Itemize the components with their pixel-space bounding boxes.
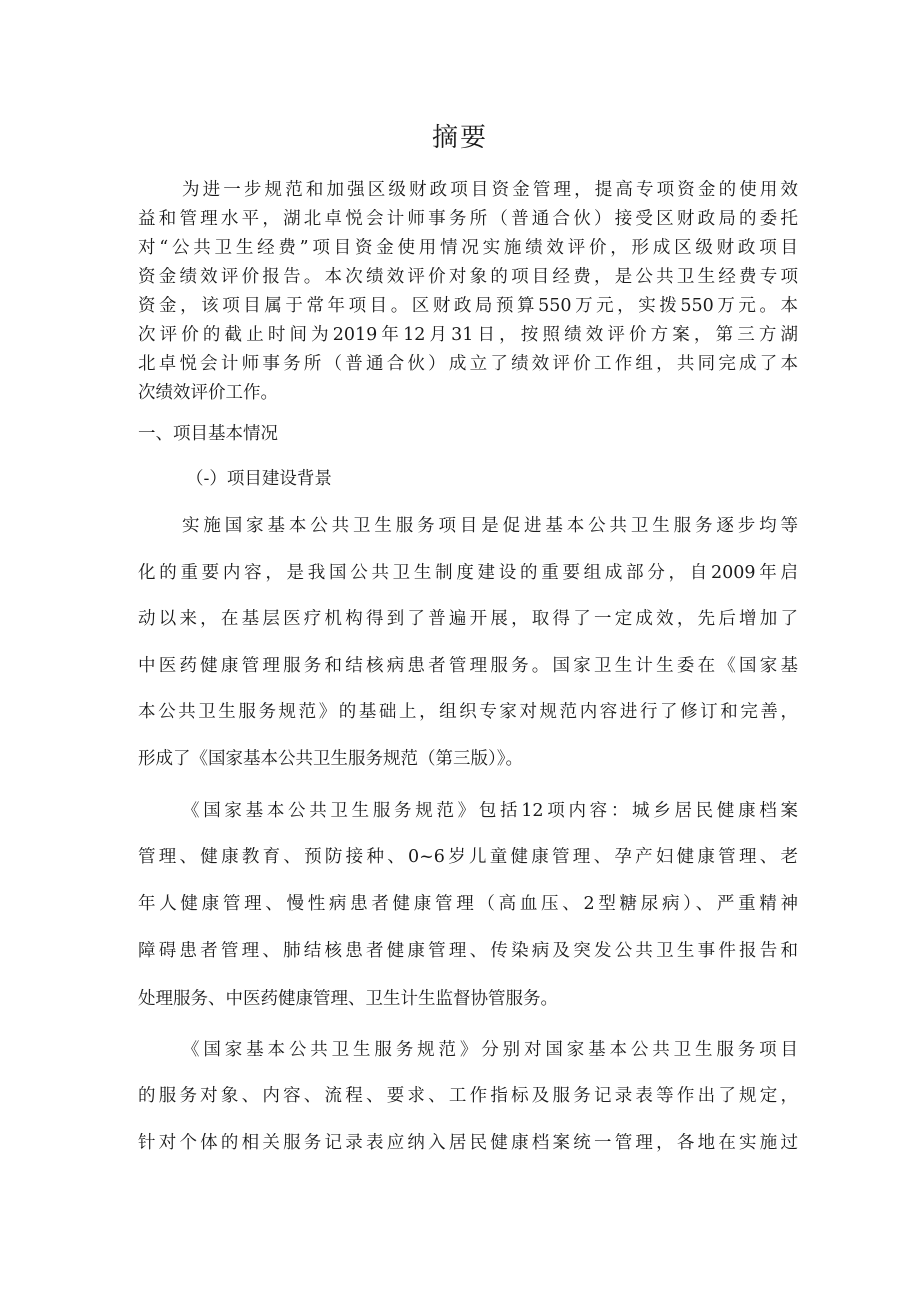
body-line: 《国家基本公共卫生服务规范》分别对国家基本公共卫生服务项目 xyxy=(182,1040,798,1060)
body-line: 《国家基本公共卫生服务规范》包括12项内容：城乡居民健康档案 xyxy=(182,801,798,821)
document-title: 摘要 xyxy=(431,123,488,153)
body-line: 动以来，在基层医疗机构得到了普遍开展，取得了一定成效，先后增加了 xyxy=(138,609,798,629)
body-line: 本公共卫生服务规范》的基础上，组织专家对规范内容进行了修订和完善， xyxy=(138,702,798,722)
subsection-heading: （-）项目建设背景 xyxy=(186,469,332,489)
body-line: 的服务对象、内容、流程、要求、工作指标及服务记录表等作出了规定， xyxy=(138,1086,798,1106)
body-line: 年人健康管理、慢性病患者健康管理（高血压、2型糖尿病）、严重精神 xyxy=(138,894,798,914)
abstract-line: 对“公共卫生经费”项目资金使用情况实施绩效评价，形成区级财政项目 xyxy=(138,238,798,258)
abstract-line: 北卓悦会计师事务所（普通合伙）成立了绩效评价工作组，共同完成了本 xyxy=(138,354,798,374)
abstract-line: 资金绩效评价报告。本次绩效评价对象的项目经费，是公共卫生经费专项 xyxy=(138,267,798,287)
body-line: 中医药健康管理服务和结核病患者管理服务。国家卫生计生委在《国家基 xyxy=(138,656,798,676)
abstract-line: 益和管理水平，湖北卓悦会计师事务所（普通合伙）接受区财政局的委托 xyxy=(138,209,798,229)
abstract-line: 资金，该项目属于常年项目。区财政局预算550万元，实拨550万元。本 xyxy=(138,296,798,316)
body-line: 管理、健康教育、预防接种、0~6岁儿童健康管理、孕产妇健康管理、老 xyxy=(138,847,798,867)
abstract-line: 为进一步规范和加强区级财政项目资金管理，提高专项资金的使用效 xyxy=(182,180,798,200)
body-line: 处理服务、中医药健康管理、卫生计生监督协管服务。 xyxy=(138,989,558,1009)
abstract-line: 次绩效评价工作。 xyxy=(138,383,278,403)
body-line: 针对个体的相关服务记录表应纳入居民健康档案统一管理，各地在实施过 xyxy=(138,1133,798,1153)
body-line: 障碍患者管理、肺结核患者健康管理、传染病及突发公共卫生事件报告和 xyxy=(138,941,798,961)
section-heading: 一、项目基本情况 xyxy=(138,424,278,444)
body-line: 形成了《国家基本公共卫生服务规范（第三版）》。 xyxy=(138,749,523,769)
body-line: 实施国家基本公共卫生服务项目是促进基本公共卫生服务逐步均等 xyxy=(182,516,798,536)
abstract-line: 次评价的截止时间为2019年12月31日，按照绩效评价方案，第三方湖 xyxy=(138,325,798,345)
body-line: 化的重要内容，是我国公共卫生制度建设的重要组成部分，自2009年启 xyxy=(138,563,798,583)
